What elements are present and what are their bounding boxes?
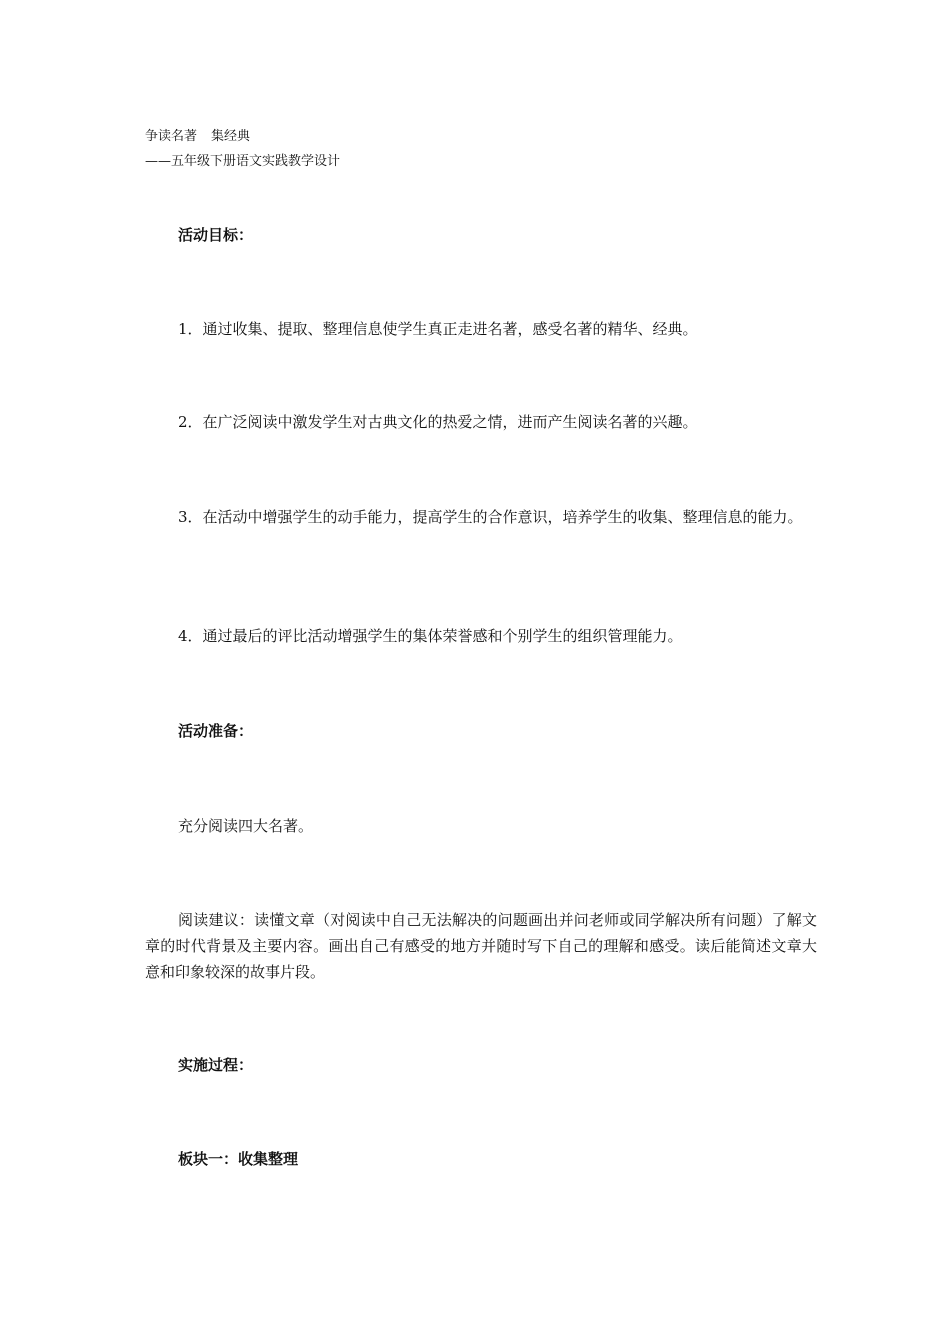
goal-item-3: 3．在活动中增强学生的动手能力，提高学生的合作意识，培养学生的收集、整理信息的能力。 <box>178 508 803 526</box>
preparation-item-2: 阅读建议：读懂文章（对阅读中自己无法解决的问题画出并问老师或同学解决所有问题）了解文章的时代背景及主要内容。画出自己有感受的地方并随时写下自己的理解和感受。读后能简述文章大意和印象较深的故事片段。 <box>145 911 817 981</box>
title-main-part1: 争读名著 <box>145 129 198 144</box>
section-heading-preparation: 活动准备： <box>178 722 254 740</box>
goal-item-1: 1．通过收集、提取、整理信息使学生真正走进名著，感受名著的精华、经典。 <box>178 320 698 338</box>
section-heading-process: 实施过程： <box>178 1056 254 1074</box>
document-subtitle: ——五年级下册语文实践教学设计 <box>145 154 341 169</box>
preparation-item-1: 充分阅读四大名著。 <box>178 817 314 835</box>
document-title <box>145 124 817 149</box>
section-heading-goals: 活动目标： <box>178 226 254 244</box>
title-main-part2: 集经典 <box>211 129 251 144</box>
goal-item-4: 4．通过最后的评比活动增强学生的集体荣誉感和个别学生的组织管理能力。 <box>178 627 683 645</box>
section-heading-block-one: 板块一：收集整理 <box>178 1150 299 1168</box>
goal-item-2: 2．在广泛阅读中激发学生对古典文化的热爱之情，进而产生阅读名著的兴趣。 <box>178 413 698 431</box>
